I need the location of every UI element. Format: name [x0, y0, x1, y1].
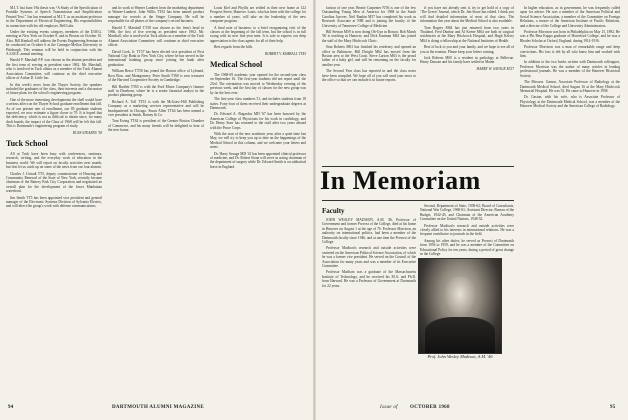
paragraph: In addition to the two books written with Dartmouth colleagues, Professor Morrison was the author of many articles in leading professional journals. He was a member of the Hanover Historical Society.: [520, 60, 620, 78]
paragraph: The 1968-69 academic year opened for the second-year class on September 16. The first-year students did not report until the 23rd. The orientation was moved to Wednesday evening of the previous week, and the first day of classes for the new group was by far the best ever.: [210, 73, 306, 95]
photo-caption: Prof. John Wesley Madison, A.M. '46: [427, 354, 493, 359]
paragraph: All at Tuck have been busy with conferences, seminars, research, writing, and the everyday work of education in the business world. We will report on faculty activities next month, but first let us catch up on some of the news from our four alumni.: [6, 151, 102, 170]
signature: ROBERT V. KIMBALL TT45: [264, 51, 306, 56]
memoriam-column-right: [420, 204, 514, 256]
paragraph: Professor Madison was a graduate of the Massachusetts Institute of Technology, and he received his M.A. and Ph.D. from Harvard. He was a Professor of Government at Dartmouth for 22 years.: [322, 270, 416, 288]
paragraph: Harold T. Marshall TT38 was chosen as the firm's head in 1966, the first of five serving as president since 1962. Mr. Marshall, who is involved in Tuck affairs as a member of the Tuck Alumni Association Committee, will continue as chief executive officer.: [108, 25, 204, 48]
left-footer-magazine: DARTMOUTH ALUMNI MAGAZINE: [112, 405, 205, 410]
paragraph: With the start of the new academic year, after a quiet time last May, we will try to keep you up to date on the happenings of the Medical School in this column, and we welcome your letters and notes.: [210, 131, 306, 150]
paragraph: In higher education, as in government, he was frequently called upon for advice. He was a member of the American Political and Social Science Association, a member of the Committee on Foreign Relations, a trustee of the American Institute of Pacific Relations, and a director of the College and University Administrators.: [520, 6, 620, 28]
paragraph: Richard A. Toll TT53 is with the McGraw-Hill Publishing Company as a marketing services representative and will be headquartered in Chicago. Stuart Allen TT64 has been named a vice president at Smith, Barney & Co.: [108, 99, 204, 117]
paragraph: Dr. Edward A. Bogardus MD '67 has been honored by the American College of Physicians for his work in cardiology, and Dr. Henry Starr has returned to the staff after two years abroad with the Peace Corps.: [210, 112, 306, 130]
paragraph: Professor Morrison was a man of remarkable range and deep convictions. His loss is felt by all who knew him and worked with him.: [520, 45, 620, 59]
paragraph: Jim Smith TT5 has been appointed vice president and general manager of the Electronic Systems Division of Sylvania Electric, and will direct the group's work with defense communications.: [6, 195, 102, 209]
paragraph: Tom Rogers M64 has just returned from two years in Thailand. Fred Dunbar and Al Keene M64 are both in surgical residencies at the Mary Hitchcock Hospital, and Hugh Kelsey M64 is doing a fellowship at the National Institutes of Health.: [420, 25, 514, 43]
paragraph: The first-year class numbers 51, and includes students from 18 states. Forty-four of them received their undergraduate degrees at Dartmouth.: [210, 97, 306, 110]
paragraph: David Cook, Jr. TT57 has been elected vice president of First National City Bank in New York City, where he has served in the international banking group since joining the bank after graduation.: [108, 49, 204, 67]
paragraph: Dr. Harry Savage MD '41 has been appointed clinical professor of medicine, and Dr. Robert Stone will serve as acting chairman of the department of surgery while Dr. Edward Smith is on sabbatical leave in England.: [210, 151, 306, 169]
right-column-3: [520, 6, 620, 400]
paragraph: Best of luck to you and your family, and we hope to see all of you at the reunion. Please keep your letters coming.: [420, 45, 514, 54]
paragraph: Best regards from the hills.: [214, 45, 254, 50]
paragraph: Among his other duties, he served as Provost of Dartmouth from 1956 to 1959, and he was a member of the Committee on Educational Policy for ten years, during a period of great change in the College.: [420, 238, 514, 256]
left-column-1: [6, 6, 102, 400]
signature: RUSS STEARNS '38: [72, 130, 102, 135]
left-column-3: [210, 6, 306, 400]
in-memoriam-title: In Memoriam: [320, 166, 481, 195]
paragraph: Harold P. Marshall P.P. was chosen as the alumni president and the first term of serving as president since 1962. Mr. Marshall, who is involved in Tuck affairs as a member of the Tuck Alumni Association Committee, will continue as the chief executive officer of Arthur D. Little Inc.: [6, 58, 102, 81]
paragraph: Professor Madison's research and outside activities were centered on the American Political Science Association, of which he was a former vice president. He served on the Council of the Association for many years and was a member of its Executive Committee.: [322, 246, 416, 269]
paragraph: Stan Roberts M61 has finished his residency and opened an office in Baltimore. Bill Dwight M62 has moved from the Boston area to the West Coast. Steve Larson M63 is the proud father of a baby girl, and will be remaining on the faculty for another year.: [322, 45, 416, 67]
faculty-heading: Faculty: [322, 207, 345, 215]
paragraph: Under the existing events category, members of the D.M.G. meeting in New York on October 8, and in Boston on October 10. Also, Bill Kimball will address the Events Engineering Seminar to be conducted on October 6 at the Carnegie-Mellon University in Pittsburgh. This seminar will be held in conjunction with the A.S.M.E. annual meeting.: [6, 30, 102, 57]
portrait-shoulders: [425, 317, 495, 353]
paragraph: if you have not already sent it, try to get hold of a copy of ‘The Green’ Journal, which Dr. Jim Stone has edited. I think you will find detailed information of most of that class. The information this year about the Medical School is also available.: [420, 6, 514, 24]
paragraph: JOHN WESLEY MADISON, A.M. '46, Professor of Government and former Provost of the College, died at his home in Hanover on August 1 at the age of 76. Professor Morrison, an authority on international politics, had been a member of the Dartmouth faculty since 1946, and at one time the Provost of the College.: [322, 218, 416, 245]
paragraph: Jack Roberts M65 is a resident in pathology at Bellevue. Henry Duncan and his family have settled in Maine.: [420, 56, 514, 65]
right-footer-issue-prefix: Issue of: [380, 405, 398, 410]
paragraph: Charles J. Urstadt TT5, deputy commissioner of Housing and Community Renewal of the State of New York, recently became chairman of the Battery Park City Corporation and negotiated an overall plan for the development of the lower Manhattan waterfront.: [6, 171, 102, 194]
paragraph: Tom Ewing TT62 is president of the Greater Boston Chamber of Commerce, and his many friends will be delighted to hear of the new honor.: [108, 119, 204, 133]
paragraph: Louis Kiel and Phyllis are settled in their new home at 122 Prospect Street, Hanover. Louis, who has been with the college for a number of years, will take on the leadership of the new computer program.: [210, 6, 306, 24]
paragraph: Professor Madison's research and outside activities were closely allied to his interests in international relations. He was a frequent contributor to journals in the field.: [420, 223, 514, 237]
right-footer-issue: OCTOBER 1968: [410, 405, 450, 410]
right-column-1: [322, 6, 416, 162]
divider: [322, 200, 514, 201]
paragraph: Professor Morrison was born in Philadelphia on May 15, 1892. He was a Phi Beta Kappa graduate of Haverford College, and he was a Rhodes Scholar at Oxford, England, during 1914-1916.: [520, 30, 620, 43]
signature: HARRY W. SAVAGE M'27: [476, 66, 514, 71]
paragraph: faction of one year. Bernie Carpenter N'56 is one of the few Outstanding Young Men of America for 1968 in the South Carolina Jaycees. Neil Rankin M57 has completed his work as Research Associate at NIH and is joining the faculty of the University of Tennessee College of Medicine.: [322, 6, 416, 28]
left-column-2: [108, 6, 204, 400]
paragraph: The Messers. Gaston, Associate Professor of Radiology at the Dartmouth Medical School, died August 16 at the Mary Hitchcock Memorial Hospital. He was 52. He came to Hanover in 1958.: [520, 80, 620, 93]
section-heading-tuck: Tuck School: [6, 138, 48, 148]
memoriam-column-left: [322, 204, 416, 400]
right-page-number: 95: [610, 405, 616, 410]
paragraph: The Second Year class has reported in and the class notes have been compiled. We hope all of you will send your news to the office so that we can include it in future reports.: [322, 69, 416, 83]
right-column-2: [420, 6, 514, 162]
paragraph: Bill Stetson M59 is now doing Ob-Gyn in Boston. Bob Marsh '60 is teaching in Hanover, and Dick Eastman M61 has joined the staff of the Mary Hitchcock Clinic.: [322, 30, 416, 43]
paragraph: Bill Bartlett TT65 is with the Ford Motor Company's finance staff in Dearborn, where he is a senior financial analyst in the product planning group.: [108, 84, 204, 98]
paragraph: M.I.T. last June. His thesis was “A Study of the Specification of Portable Systems of Speech Transmission and Amplification Printed Text.” Jon has remained at M.I.T. as an assistant professor in the Department of Electrical Engineering. His responsibilities in connection with his old employer, Bell Labs.: [6, 6, 102, 28]
portrait-photo: [418, 258, 502, 354]
paragraph: and its work to Warner Lambert from the marketing department at Warner-Lambert. John Willis TT61 has been named product manager for records at the Singer Company. He will be responsible for all phases of the company's record business.: [108, 6, 204, 24]
portrait-face: [445, 277, 475, 315]
section-heading-medical: Medical School: [210, 60, 263, 70]
paragraph: William Bruce TT58 has joined the Boston office of Lybrand, Ross Bros. and Montgomery. Peter Smith TT60 is now treasurer of the Harvard Cooperative Society in Cambridge.: [108, 69, 204, 83]
paragraph: One of the more interesting developments the shell would have a serious affect on the Thayer School graduate enrollment that fall. As of our present rate of enrollment, our 85 graduate students expected, we now estimate a figure closer to 70. It is hoped that the deficiency, which is not as difficult to obtain since, for many draft boards, the impact of the Class of 1968 will be felt this fall. This is Dartmouth's engineering program of study.: [6, 97, 102, 129]
paragraph: A final note of business: to a brief reorganizing visit of the classes at the beginning of the fall term, but the school is in full swing with its new first-year men. It is safe to express our deep appreciation to the class agents for all of their help.: [210, 25, 306, 43]
left-page-number: 94: [8, 405, 14, 410]
paragraph: In this week's news from the Thayer Society, the speakers included the graduates of the class, their interests and a discussion of future plans for the school's engineering program.: [6, 82, 102, 96]
paragraph: Dr. Gaston, with his wife, who is Associate Professor of Physiology at the Dartmouth Medical School, was a member of the Hanover Medical Society and the American College of Radiology.: [520, 95, 620, 109]
paragraph: Second, Department of State, 1958-62; Board of Consultants, National War College, 1960-61; Assistant Director, Bureau of the Budget, 1942-43; and Chairman of the American Academy Committee on the United Nations, 1948-52.: [420, 204, 514, 222]
